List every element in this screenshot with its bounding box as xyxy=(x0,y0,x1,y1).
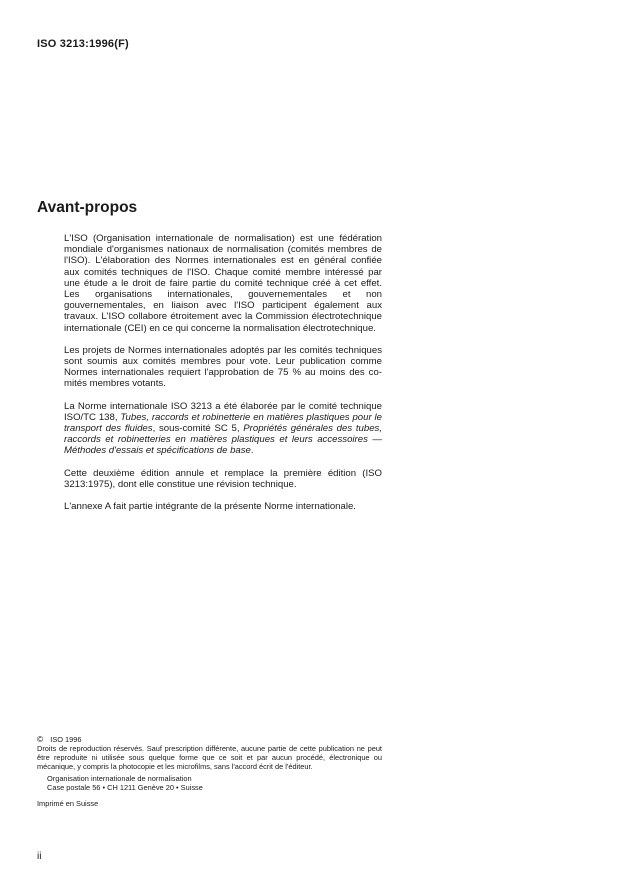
copyright-footer xyxy=(37,735,382,808)
copyright-icon: © xyxy=(37,734,44,744)
sc-title: Propriétés générales des tubes, raccords et robinetteries en matières plastiques et leurs accessoires — Méthodes d'essais et spécifications de base xyxy=(64,423,382,457)
printed-in: Imprimé en Suisse xyxy=(37,799,99,808)
paragraph-edition: Cette deuxième édition annule et remplace la première édition (ISO 3213:1975), dont elle constitue une révision technique. xyxy=(64,467,382,490)
paragraph-draft-standards: Les projets de Normes internationales adoptés par les comités techniques sont soumis aux comités membres pour vote. Leur publication comme Normes internationales requiert l'approbation de 75 % au moins des comités membres votants. xyxy=(64,344,382,390)
paragraph-annex: L'annexe A fait partie intégrante de la présente Norme internationale. xyxy=(64,501,356,513)
paragraph-committee xyxy=(64,401,382,457)
paragraph-iso-organisation: L'ISO (Organisation internationale de normalisation) est une fédération mondiale d'organismes nationaux de normalisation (comités membres de l'ISO). L'élaboration des Normes internationales est en général confiée aux comités techniques de l'ISO. Chaque comité membre intéressé par une étude a le droit de faire partie du comité technique créé à cet effet. Les organisations internationales, gouvernementales et non gouvernementales, en liaison avec l'ISO participent également aux travaux. L'ISO collabore étroitement avec la Commission électrotechnique internationale (CEI) en ce qui concerne la normalisation électrotechnique. xyxy=(64,233,382,334)
rights-notice: Droits de reproduction réservés. Sauf prescription différente, aucune partie de cette publication ne peut être reproduite ni utilisée sous quelque forme que ce soit et par aucun procédé, électronique ou mécanique, y compris la photocopie et les microfilms, sans l'accord écrit de l'éditeur. xyxy=(37,744,382,771)
committee-mid: , sous-comité SC 5, xyxy=(152,423,244,435)
copyright-line xyxy=(37,735,382,744)
tc-title: Tubes, raccords et robinetterie en matières plastiques pour le transport des fluides xyxy=(64,411,382,435)
section-title: Avant-propos xyxy=(37,199,138,216)
copyright-text: ISO 1996 xyxy=(50,735,82,744)
organisation-address xyxy=(47,774,382,792)
organisation-name: Organisation internationale de normalisation xyxy=(47,774,192,783)
postal-address: Case postale 56 • CH 1211 Genève 20 • Suisse xyxy=(47,783,203,792)
page-number: ii xyxy=(37,851,42,862)
committee-end: . xyxy=(250,445,254,457)
document-reference: ISO 3213:1996(F) xyxy=(37,38,129,50)
committee-intro: La Norme internationale ISO 3213 a été élaborée par le comité technique ISO/TC 138, xyxy=(64,400,382,423)
foreword-body xyxy=(64,233,382,523)
